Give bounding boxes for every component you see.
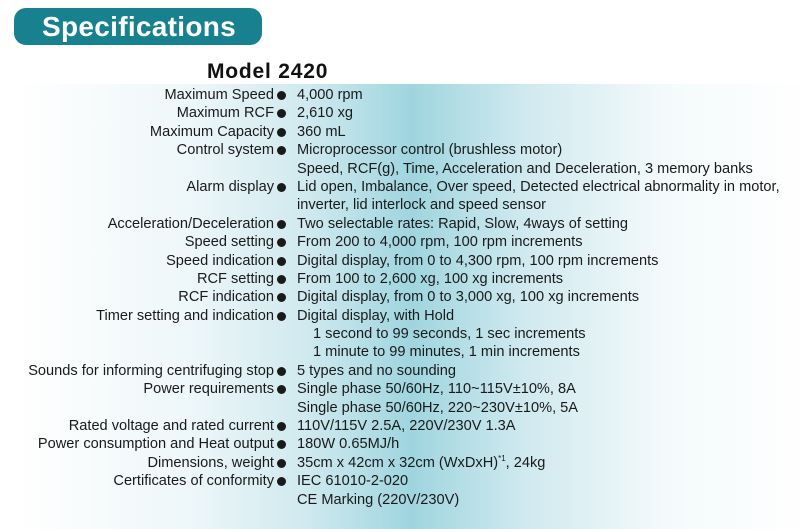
- bullet-icon: [277, 477, 286, 486]
- bullet-icon: [277, 238, 286, 247]
- bullet-icon: [277, 257, 286, 266]
- spec-value: 360 mL: [297, 123, 346, 140]
- spec-label: Speed setting: [184, 234, 274, 251]
- spec-value-after: , 24kg: [505, 454, 546, 471]
- spec-list: [0, 86, 809, 509]
- spec-value: From 100 to 2,600 xg, 100 xg increments: [297, 270, 564, 287]
- spec-label: Power consumption and Heat output: [37, 436, 274, 453]
- spec-value: 2,610 xg: [297, 105, 353, 122]
- spec-value: CE Marking (220V/230V): [297, 491, 460, 508]
- spec-value: IEC 61010-2-020: [297, 473, 409, 490]
- spec-value: 180W 0.65MJ/h: [297, 436, 400, 453]
- spec-label: Rated voltage and rated current: [68, 418, 274, 435]
- bullet-icon: [277, 422, 286, 431]
- bullet-icon: [277, 440, 286, 449]
- spec-label: RCF setting: [196, 270, 274, 287]
- spec-value: Microprocessor control (brushless motor): [297, 142, 563, 159]
- spec-row-control-system: [0, 141, 809, 159]
- spec-value: From 200 to 4,000 rpm, 100 rpm increments: [297, 234, 583, 251]
- bullet-icon: [277, 385, 286, 394]
- spec-value: Digital display, from 0 to 3,000 xg, 100 xg increments: [297, 289, 640, 306]
- spec-label: Control system: [176, 142, 274, 159]
- spec-value: Single phase 50/60Hz, 220~230V±10%, 5A: [297, 399, 579, 416]
- bullet-icon: [277, 91, 286, 100]
- bullet-icon: [277, 183, 286, 192]
- spec-label: RCF indication: [178, 289, 274, 306]
- spec-value: inverter, lid interlock and speed sensor: [297, 197, 547, 214]
- spec-row-maximum-rcf: [0, 104, 809, 122]
- spec-row-certificates-continued: [0, 491, 809, 509]
- spec-row-maximum-capacity: [0, 123, 809, 141]
- model-title: Model 2420: [207, 60, 329, 83]
- spec-value: 5 types and no sounding: [297, 362, 457, 379]
- spec-row-alarm-display: [0, 178, 809, 196]
- spec-value: 4,000 rpm: [297, 87, 363, 103]
- spec-row-alarm-display-continued: [0, 196, 809, 214]
- spec-value: 1 minute to 99 minutes, 1 min increments: [313, 344, 580, 361]
- specifications-banner: [14, 8, 262, 45]
- spec-row-speed-indication: [0, 252, 809, 270]
- spec-value: Digital display, from 0 to 4,300 rpm, 100 rpm increments: [297, 252, 659, 269]
- bullet-icon: [277, 459, 286, 468]
- bullet-icon: [277, 109, 286, 118]
- banner-title: Specifications: [42, 10, 237, 42]
- spec-row-timer-minutes: [0, 343, 809, 361]
- spec-label: Timer setting and indication: [96, 307, 274, 324]
- spec-value: Lid open, Imbalance, Over speed, Detected electrical abnormality in motor,: [297, 178, 780, 195]
- spec-value: Two selectable rates: Rapid, Slow, 4ways of setting: [297, 215, 628, 232]
- spec-label: Dimensions, weight: [147, 454, 274, 471]
- spec-row-maximum-speed: [0, 86, 809, 104]
- spec-value: Speed, RCF(g), Time, Acceleration and Deceleration, 3 memory banks: [297, 160, 753, 177]
- spec-label: Acceleration/Deceleration: [107, 215, 274, 232]
- spec-value-group: [297, 454, 545, 472]
- spec-row-dimensions-weight: [0, 454, 809, 472]
- spec-label: Power requirements: [143, 381, 274, 398]
- spec-row-power-consumption: [0, 435, 809, 453]
- footnote-marker: *1: [498, 453, 506, 463]
- spec-value: Single phase 50/60Hz, 110~115V±10%, 8A: [297, 381, 576, 398]
- spec-row-timer-seconds: [0, 325, 809, 343]
- spec-row-certificates: [0, 472, 809, 490]
- spec-row-sounds: [0, 362, 809, 380]
- spec-value: 35cm x 42cm x 32cm (WxDxH): [297, 454, 499, 471]
- spec-row-speed-setting: [0, 233, 809, 251]
- spec-label: Speed indication: [166, 252, 274, 269]
- spec-value: Digital display, with Hold: [297, 307, 455, 324]
- spec-row-acceleration-deceleration: [0, 215, 809, 233]
- bullet-icon: [277, 146, 286, 155]
- bullet-icon: [277, 220, 286, 229]
- spec-row-control-system-continued: [0, 160, 809, 178]
- spec-row-power-requirements: [0, 380, 809, 398]
- spec-row-rated-voltage: [0, 417, 809, 435]
- spec-row-power-requirements-continued: [0, 399, 809, 417]
- spec-value: 1 second to 99 seconds, 1 sec increments: [313, 326, 586, 343]
- spec-row-rcf-indication: [0, 288, 809, 306]
- spec-label: Maximum RCF: [176, 105, 274, 122]
- spec-label: Sounds for informing centrifuging stop: [28, 362, 274, 379]
- spec-label: Maximum Capacity: [149, 123, 274, 140]
- spec-label: Certificates of conformity: [113, 473, 274, 490]
- bullet-icon: [277, 275, 286, 284]
- spec-label: Maximum Speed: [164, 87, 274, 103]
- spec-label: Alarm display: [186, 178, 274, 195]
- bullet-icon: [277, 367, 286, 376]
- spec-row-rcf-setting: [0, 270, 809, 288]
- bullet-icon: [277, 293, 286, 302]
- spec-row-timer-setting: [0, 307, 809, 325]
- spec-value: 110V/115V 2.5A, 220V/230V 1.3A: [297, 418, 516, 435]
- bullet-icon: [277, 128, 286, 137]
- bullet-icon: [277, 312, 286, 321]
